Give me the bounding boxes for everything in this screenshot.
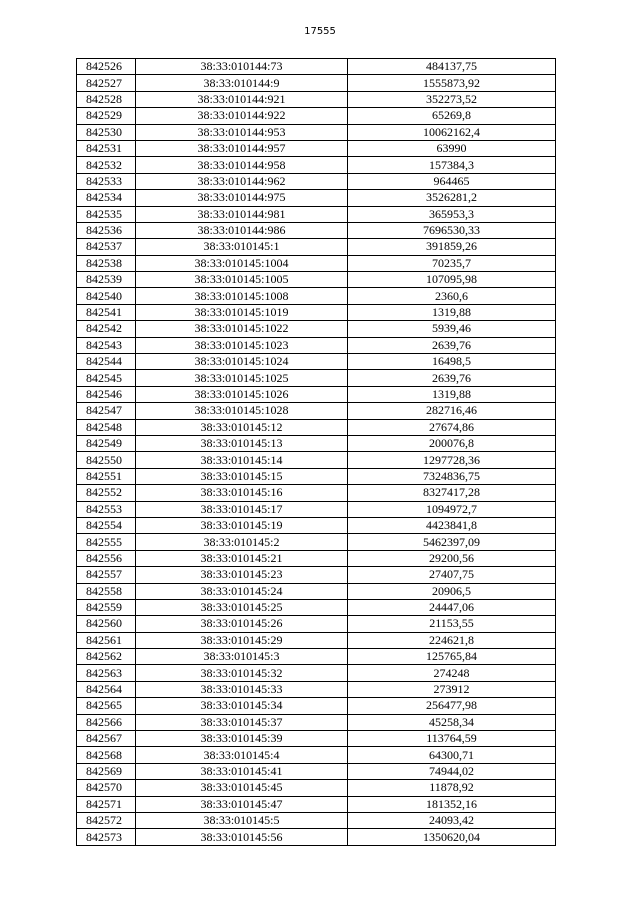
- page-number: 17555: [304, 26, 336, 37]
- cadastral-number-cell: 38:33:010145:47: [136, 796, 348, 812]
- table-row: [77, 829, 556, 845]
- cadastral-number-cell: 38:33:010144:962: [136, 173, 348, 189]
- value-cell: 27674,86: [348, 419, 556, 435]
- row-number-cell: 842536: [77, 222, 136, 238]
- value-cell: 1094972,7: [348, 501, 556, 517]
- row-number-cell: 842538: [77, 255, 136, 271]
- cadastral-number-cell: 38:33:010145:45: [136, 780, 348, 796]
- table-row: [77, 698, 556, 714]
- value-cell: 1350620,04: [348, 829, 556, 845]
- value-cell: 8327417,28: [348, 485, 556, 501]
- table-row: [77, 763, 556, 779]
- value-cell: 27407,75: [348, 567, 556, 583]
- cadastral-number-cell: 38:33:010145:1023: [136, 337, 348, 353]
- value-cell: 11878,92: [348, 780, 556, 796]
- table-row: [77, 780, 556, 796]
- table-row: [77, 288, 556, 304]
- value-cell: 352273,52: [348, 91, 556, 107]
- value-cell: 1319,88: [348, 386, 556, 402]
- value-cell: 224621,8: [348, 632, 556, 648]
- value-cell: 65269,8: [348, 108, 556, 124]
- cadastral-number-cell: 38:33:010145:1: [136, 239, 348, 255]
- row-number-cell: 842547: [77, 403, 136, 419]
- table-row: [77, 272, 556, 288]
- cadastral-number-cell: 38:33:010145:56: [136, 829, 348, 845]
- table-row: [77, 354, 556, 370]
- cadastral-number-cell: 38:33:010144:986: [136, 222, 348, 238]
- value-cell: 4423841,8: [348, 517, 556, 533]
- cadastral-number-cell: 38:33:010145:25: [136, 599, 348, 615]
- row-number-cell: 842535: [77, 206, 136, 222]
- row-number-cell: 842550: [77, 452, 136, 468]
- value-cell: 64300,71: [348, 747, 556, 763]
- table-row: [77, 599, 556, 615]
- table-row: [77, 190, 556, 206]
- row-number-cell: 842527: [77, 75, 136, 91]
- row-number-cell: 842528: [77, 91, 136, 107]
- value-cell: 20906,5: [348, 583, 556, 599]
- row-number-cell: 842532: [77, 157, 136, 173]
- table-row: [77, 157, 556, 173]
- row-number-cell: 842529: [77, 108, 136, 124]
- value-cell: 256477,98: [348, 698, 556, 714]
- row-number-cell: 842564: [77, 681, 136, 697]
- value-cell: 24093,42: [348, 812, 556, 828]
- value-cell: 964465: [348, 173, 556, 189]
- table-row: [77, 124, 556, 140]
- table-row: [77, 534, 556, 550]
- cadastral-number-cell: 38:33:010145:34: [136, 698, 348, 714]
- table-row: [77, 239, 556, 255]
- row-number-cell: 842537: [77, 239, 136, 255]
- table-row: [77, 452, 556, 468]
- table-row: [77, 337, 556, 353]
- cadastral-number-cell: 38:33:010145:29: [136, 632, 348, 648]
- table-row: [77, 173, 556, 189]
- table-row: [77, 550, 556, 566]
- row-number-cell: 842562: [77, 649, 136, 665]
- value-cell: 181352,16: [348, 796, 556, 812]
- table-row: [77, 75, 556, 91]
- table-row: [77, 370, 556, 386]
- table-row: [77, 108, 556, 124]
- table-row: [77, 386, 556, 402]
- table-row: [77, 665, 556, 681]
- table-row: [77, 403, 556, 419]
- row-number-cell: 842557: [77, 567, 136, 583]
- table-row: [77, 140, 556, 156]
- row-number-cell: 842567: [77, 731, 136, 747]
- value-cell: 16498,5: [348, 354, 556, 370]
- value-cell: 2360,6: [348, 288, 556, 304]
- cadastral-number-cell: 38:33:010145:17: [136, 501, 348, 517]
- cadastral-number-cell: 38:33:010145:1028: [136, 403, 348, 419]
- cadastral-number-cell: 38:33:010145:33: [136, 681, 348, 697]
- value-cell: 391859,26: [348, 239, 556, 255]
- value-cell: 21153,55: [348, 616, 556, 632]
- value-cell: 282716,46: [348, 403, 556, 419]
- cadastral-number-cell: 38:33:010145:16: [136, 485, 348, 501]
- cadastral-number-cell: 38:33:010144:9: [136, 75, 348, 91]
- cadastral-number-cell: 38:33:010145:1024: [136, 354, 348, 370]
- cadastral-number-cell: 38:33:010144:975: [136, 190, 348, 206]
- table-row: [77, 632, 556, 648]
- table-row: [77, 501, 556, 517]
- value-cell: 484137,75: [348, 59, 556, 75]
- row-number-cell: 842561: [77, 632, 136, 648]
- row-number-cell: 842530: [77, 124, 136, 140]
- table-row: [77, 435, 556, 451]
- row-number-cell: 842533: [77, 173, 136, 189]
- value-cell: 29200,56: [348, 550, 556, 566]
- cadastral-number-cell: 38:33:010145:37: [136, 714, 348, 730]
- table-row: [77, 616, 556, 632]
- value-cell: 7696530,33: [348, 222, 556, 238]
- table-row: [77, 91, 556, 107]
- cadastral-number-cell: 38:33:010145:26: [136, 616, 348, 632]
- row-number-cell: 842526: [77, 59, 136, 75]
- table-row: [77, 812, 556, 828]
- row-number-cell: 842531: [77, 140, 136, 156]
- row-number-cell: 842545: [77, 370, 136, 386]
- cadastral-number-cell: 38:33:010145:39: [136, 731, 348, 747]
- table-row: [77, 206, 556, 222]
- row-number-cell: 842573: [77, 829, 136, 845]
- cadastral-number-cell: 38:33:010145:3: [136, 649, 348, 665]
- cadastral-number-cell: 38:33:010145:19: [136, 517, 348, 533]
- table-row: [77, 419, 556, 435]
- cadastral-number-cell: 38:33:010145:2: [136, 534, 348, 550]
- row-number-cell: 842544: [77, 354, 136, 370]
- row-number-cell: 842552: [77, 485, 136, 501]
- value-cell: 10062162,4: [348, 124, 556, 140]
- row-number-cell: 842553: [77, 501, 136, 517]
- row-number-cell: 842570: [77, 780, 136, 796]
- cadastral-number-cell: 38:33:010145:12: [136, 419, 348, 435]
- value-cell: 70235,7: [348, 255, 556, 271]
- table-row: [77, 468, 556, 484]
- value-cell: 5939,46: [348, 321, 556, 337]
- row-number-cell: 842565: [77, 698, 136, 714]
- value-cell: 1319,88: [348, 304, 556, 320]
- value-cell: 273912: [348, 681, 556, 697]
- value-cell: 3526281,2: [348, 190, 556, 206]
- cadastral-number-cell: 38:33:010145:41: [136, 763, 348, 779]
- value-cell: 74944,02: [348, 763, 556, 779]
- cadastral-number-cell: 38:33:010145:32: [136, 665, 348, 681]
- row-number-cell: 842572: [77, 812, 136, 828]
- value-cell: 1297728,36: [348, 452, 556, 468]
- table-row: [77, 796, 556, 812]
- table-row: [77, 59, 556, 75]
- row-number-cell: 842566: [77, 714, 136, 730]
- table-row: [77, 714, 556, 730]
- row-number-cell: 842556: [77, 550, 136, 566]
- value-cell: 365953,3: [348, 206, 556, 222]
- value-cell: 5462397,09: [348, 534, 556, 550]
- table-row: [77, 731, 556, 747]
- table-row: [77, 255, 556, 271]
- cadastral-number-cell: 38:33:010145:21: [136, 550, 348, 566]
- cadastral-number-cell: 38:33:010145:15: [136, 468, 348, 484]
- table-row: [77, 747, 556, 763]
- row-number-cell: 842540: [77, 288, 136, 304]
- table-row: [77, 681, 556, 697]
- value-cell: 2639,76: [348, 370, 556, 386]
- value-cell: 107095,98: [348, 272, 556, 288]
- row-number-cell: 842569: [77, 763, 136, 779]
- row-number-cell: 842543: [77, 337, 136, 353]
- table-row: [77, 649, 556, 665]
- row-number-cell: 842558: [77, 583, 136, 599]
- row-number-cell: 842546: [77, 386, 136, 402]
- cadastral-number-cell: 38:33:010145:4: [136, 747, 348, 763]
- row-number-cell: 842542: [77, 321, 136, 337]
- cadastral-number-cell: 38:33:010144:981: [136, 206, 348, 222]
- cadastral-number-cell: 38:33:010144:921: [136, 91, 348, 107]
- table-row: [77, 485, 556, 501]
- cadastral-number-cell: 38:33:010145:1026: [136, 386, 348, 402]
- value-cell: 157384,3: [348, 157, 556, 173]
- row-number-cell: 842534: [77, 190, 136, 206]
- table-row: [77, 321, 556, 337]
- cadastral-number-cell: 38:33:010145:1004: [136, 255, 348, 271]
- cadastral-number-cell: 38:33:010145:13: [136, 435, 348, 451]
- table-row: [77, 583, 556, 599]
- table-row: [77, 304, 556, 320]
- row-number-cell: 842551: [77, 468, 136, 484]
- cadastral-value-table: [76, 58, 556, 846]
- row-number-cell: 842560: [77, 616, 136, 632]
- value-cell: 125765,84: [348, 649, 556, 665]
- value-cell: 45258,34: [348, 714, 556, 730]
- row-number-cell: 842559: [77, 599, 136, 615]
- row-number-cell: 842554: [77, 517, 136, 533]
- cadastral-number-cell: 38:33:010145:24: [136, 583, 348, 599]
- value-cell: 63990: [348, 140, 556, 156]
- table-row: [77, 222, 556, 238]
- cadastral-number-cell: 38:33:010145:5: [136, 812, 348, 828]
- row-number-cell: 842539: [77, 272, 136, 288]
- cadastral-number-cell: 38:33:010144:957: [136, 140, 348, 156]
- row-number-cell: 842568: [77, 747, 136, 763]
- row-number-cell: 842571: [77, 796, 136, 812]
- row-number-cell: 842548: [77, 419, 136, 435]
- cadastral-number-cell: 38:33:010145:1019: [136, 304, 348, 320]
- value-cell: 274248: [348, 665, 556, 681]
- cadastral-number-cell: 38:33:010145:14: [136, 452, 348, 468]
- value-cell: 7324836,75: [348, 468, 556, 484]
- value-cell: 113764,59: [348, 731, 556, 747]
- value-cell: 24447,06: [348, 599, 556, 615]
- cadastral-number-cell: 38:33:010145:1025: [136, 370, 348, 386]
- value-cell: 200076,8: [348, 435, 556, 451]
- cadastral-number-cell: 38:33:010144:958: [136, 157, 348, 173]
- value-cell: 2639,76: [348, 337, 556, 353]
- row-number-cell: 842563: [77, 665, 136, 681]
- row-number-cell: 842549: [77, 435, 136, 451]
- row-number-cell: 842555: [77, 534, 136, 550]
- row-number-cell: 842541: [77, 304, 136, 320]
- table-row: [77, 517, 556, 533]
- value-cell: 1555873,92: [348, 75, 556, 91]
- cadastral-number-cell: 38:33:010145:1005: [136, 272, 348, 288]
- cadastral-number-cell: 38:33:010144:73: [136, 59, 348, 75]
- cadastral-number-cell: 38:33:010144:922: [136, 108, 348, 124]
- table-body: [77, 59, 556, 846]
- cadastral-number-cell: 38:33:010145:1022: [136, 321, 348, 337]
- cadastral-number-cell: 38:33:010144:953: [136, 124, 348, 140]
- cadastral-number-cell: 38:33:010145:23: [136, 567, 348, 583]
- table-row: [77, 567, 556, 583]
- cadastral-number-cell: 38:33:010145:1008: [136, 288, 348, 304]
